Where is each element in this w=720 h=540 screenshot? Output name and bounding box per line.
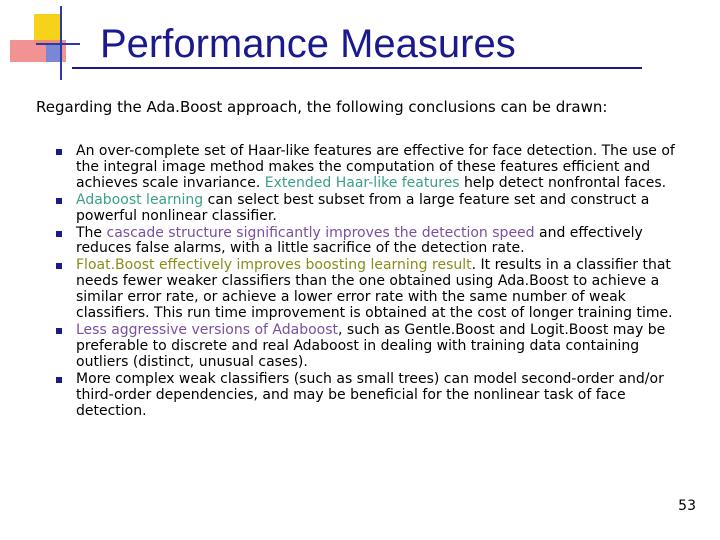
list-item bbox=[56, 193, 686, 225]
logo-horizontal-line bbox=[36, 43, 80, 45]
bullet-text: and effectively reduces false alarms, with a little sacrifice of the detection rate. bbox=[76, 224, 643, 257]
square-bullet-icon bbox=[56, 328, 62, 334]
highlighted-phrase: cascade structure significantly improves the detection speed bbox=[106, 224, 535, 241]
highlighted-phrase: Adaboost learning bbox=[76, 191, 204, 208]
square-bullet-icon bbox=[56, 231, 62, 237]
square-bullet-icon bbox=[56, 149, 62, 155]
page-number: 53 bbox=[678, 498, 696, 514]
list-item bbox=[56, 258, 686, 322]
square-bullet-icon bbox=[56, 377, 62, 383]
intro-text: Regarding the Ada.Boost approach, the following conclusions can be drawn: bbox=[36, 98, 608, 116]
highlighted-phrase: Float.Boost effectively improves boosting learning result bbox=[76, 257, 472, 274]
square-bullet-icon bbox=[56, 198, 62, 204]
list-item bbox=[56, 226, 686, 258]
bullet-text: , such as Gentle.Boost and Logit.Boost may be preferable to discrete and real Adaboost in dealing with training data containing outliers (distinct, unusual cases). bbox=[76, 321, 666, 370]
title-underline bbox=[72, 67, 642, 69]
highlighted-phrase: Less aggressive versions of Adaboost bbox=[76, 321, 339, 338]
list-item bbox=[56, 372, 686, 420]
bullet-text: The bbox=[76, 224, 107, 241]
bullet-text: help detect nonfrontal faces. bbox=[459, 174, 667, 191]
bullet-text: An over-complete set of Haar-like features are effective for face detection. The use of the integral image method makes the computation of these features efficient and achieves scale invariance. bbox=[76, 143, 675, 191]
bullet-text: . It results in a classifier that needs fewer weaker classifiers than the one obtained using Ada.Boost to achieve a similar error rate, or achieve a lower error rate with the same number of weak classifiers. This run time improvement is obtained at the cost of longer training time. bbox=[76, 257, 673, 322]
list-item bbox=[56, 323, 686, 371]
slide-title: Performance Measures bbox=[100, 22, 516, 66]
conclusion-list bbox=[56, 144, 686, 420]
highlighted-phrase: Extended Haar-like features bbox=[264, 174, 460, 191]
bullet-text: can select best subset from a large feature set and construct a powerful nonlinear classifier. bbox=[76, 191, 650, 224]
list-item bbox=[56, 144, 686, 192]
square-bullet-icon bbox=[56, 263, 62, 269]
bullet-text: More complex weak classifiers (such as small trees) can model second-order and/or third-order dependencies, and may be beneficial for the nonlinear task of face detection. bbox=[76, 370, 664, 419]
